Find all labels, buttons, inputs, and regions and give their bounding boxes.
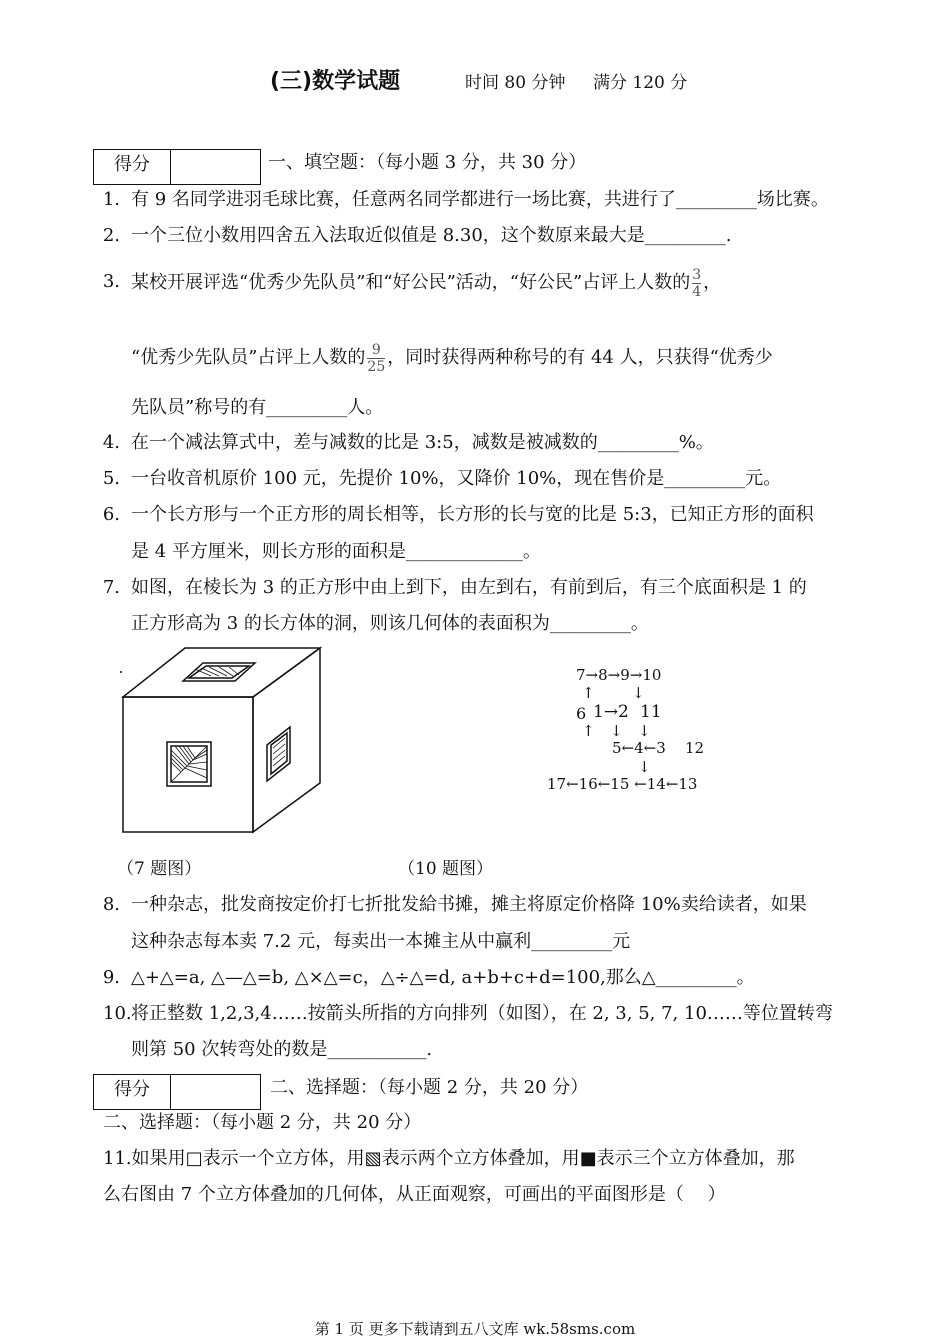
q4-text: 在一个减法算式中，差与减数的比是 3:5，减数是被减数的_________%。: [131, 432, 714, 453]
q9-text: △+△=a, △—△=b, △×△=c，△÷△=d, a+b+c+d=100,那么△_________。: [131, 967, 755, 988]
q3-frac1-num: 3: [692, 266, 702, 283]
down-arrow-icon: ↓: [638, 722, 651, 740]
spiral-six: 6: [576, 704, 587, 723]
q1-number: 1.: [102, 189, 120, 210]
fig10-caption: （10 题图）: [398, 859, 494, 879]
q5-text: 一台收音机原价 100 元，先提价 10%，又降价 10%，现在售价是_________元。: [131, 468, 782, 489]
q3-frac2-den: 25: [367, 358, 386, 375]
page-title: (三)数学试题: [270, 69, 401, 94]
fig7-caption: （7 题图）: [117, 859, 202, 879]
q3-line2: [131, 337, 773, 379]
q11-line2: 么右图由 7 个立方体叠加的几何体，从正面观察，可画出的平面图形是（ ）: [103, 1184, 726, 1205]
q3-line2-start: “优秀少先队员”占评上人数的: [131, 347, 366, 368]
q7-number: 7.: [102, 577, 120, 598]
q6-number: 6.: [102, 504, 120, 525]
down-arrow-icon: ↓: [632, 684, 645, 702]
q6-line2: 是 4 平方厘米，则长方形的面积是_____________。: [131, 541, 541, 562]
exam-time: 时间 80 分钟: [465, 73, 566, 93]
q3-fraction-1: [692, 267, 701, 300]
q3-line1-end: ，: [703, 272, 722, 293]
q10-line1: 将正整数 1,2,3,4……按箭头所指的方向排列（如图），在 2, 3, 5, 7, 10……等位置转弯: [131, 1003, 833, 1024]
down-arrow-icon: ↓: [610, 722, 623, 740]
full-score: 满分 120 分: [593, 73, 688, 93]
q3-line2-end: ，同时获得两种称号的有 44 人，只获得“优秀少: [387, 347, 773, 368]
spiral-row-top: 7→8→9→10: [576, 666, 662, 684]
score-label: 得分: [94, 150, 171, 184]
cube-figure: [115, 645, 325, 840]
q7-line1: 如图，在棱长为 3 的正方形中由上到下，由左到右，有前到后，有三个底面积是 1 的: [131, 577, 807, 598]
section2-heading: 二、选择题：（每小题 2 分，共 20 分）: [270, 1077, 589, 1098]
q3-fraction-2: [367, 342, 385, 375]
section1-heading: 一、填空题：（每小题 3 分，共 30 分）: [268, 152, 587, 173]
q6-line1: 一个长方形与一个正方形的周长相等，长方形的长与宽的比是 5:3，已知正方形的面积: [131, 504, 814, 525]
score-label: 得分: [94, 1075, 171, 1109]
section2-heading-repeat: 二、选择题：（每小题 2 分，共 20 分）: [103, 1112, 422, 1133]
q11-line1: 11.如果用□表示一个立方体，用▧表示两个立方体叠加，用■表示三个立方体叠加，那: [103, 1148, 795, 1169]
number-spiral-figure: [540, 660, 740, 800]
q3-frac2-num: 9: [371, 341, 381, 358]
q1-text: 有 9 名同学进羽毛球比赛，任意两名同学都进行一场比赛，共进行了_________场比赛。: [131, 189, 829, 210]
spiral-center: 1→2: [593, 702, 629, 722]
spiral-row-bottom: 17←16←15 ←14←13: [547, 775, 698, 793]
q4-number: 4.: [102, 432, 120, 453]
q10-line2: 则第 50 次转弯处的数是___________.: [131, 1039, 433, 1060]
q3-number: 3.: [102, 271, 120, 292]
q9-number: 9.: [102, 967, 120, 988]
q3-line1: [131, 262, 721, 304]
score-box-2: [93, 1074, 261, 1110]
up-arrow-icon: ↑: [582, 722, 595, 740]
down-arrow-icon: ↓: [638, 758, 651, 776]
q5-number: 5.: [102, 468, 120, 489]
q8-line1: 一种杂志，批发商按定价打七折批发給书摊，摊主将原定价格降 10%卖给读者，如果: [131, 894, 807, 915]
q2-number: 2.: [102, 225, 120, 246]
q3-line3: 先队员”称号的有_________人。: [131, 397, 384, 418]
spiral-row-mid: 5←4←3: [612, 739, 666, 757]
q3-line1-text: 某校开展评选“优秀少先队员”和“好公民”活动，“好公民”占评上人数的: [131, 272, 691, 293]
q2-text: 一个三位小数用四舍五入法取近似值是 8.30，这个数原来最大是_________.: [131, 225, 732, 246]
q8-line2: 这种杂志每本卖 7.2 元，每卖出一本摊主从中赢利_________元: [131, 931, 631, 952]
page-footer: 第 1 页 更多下载请到五八文库 wk.58sms.com: [314, 1320, 636, 1338]
q10-number: 10.: [103, 1003, 132, 1024]
spiral-twelve: 12: [685, 739, 705, 757]
q3-frac1-den: 4: [692, 283, 702, 300]
q8-number: 8.: [102, 894, 120, 915]
score-box-1: [93, 149, 261, 185]
spiral-eleven: 11: [640, 702, 662, 722]
q7-line2: 正方形高为 3 的长方体的洞，则该几何体的表面积为_________。: [131, 613, 649, 634]
up-arrow-icon: ↑: [582, 684, 595, 702]
